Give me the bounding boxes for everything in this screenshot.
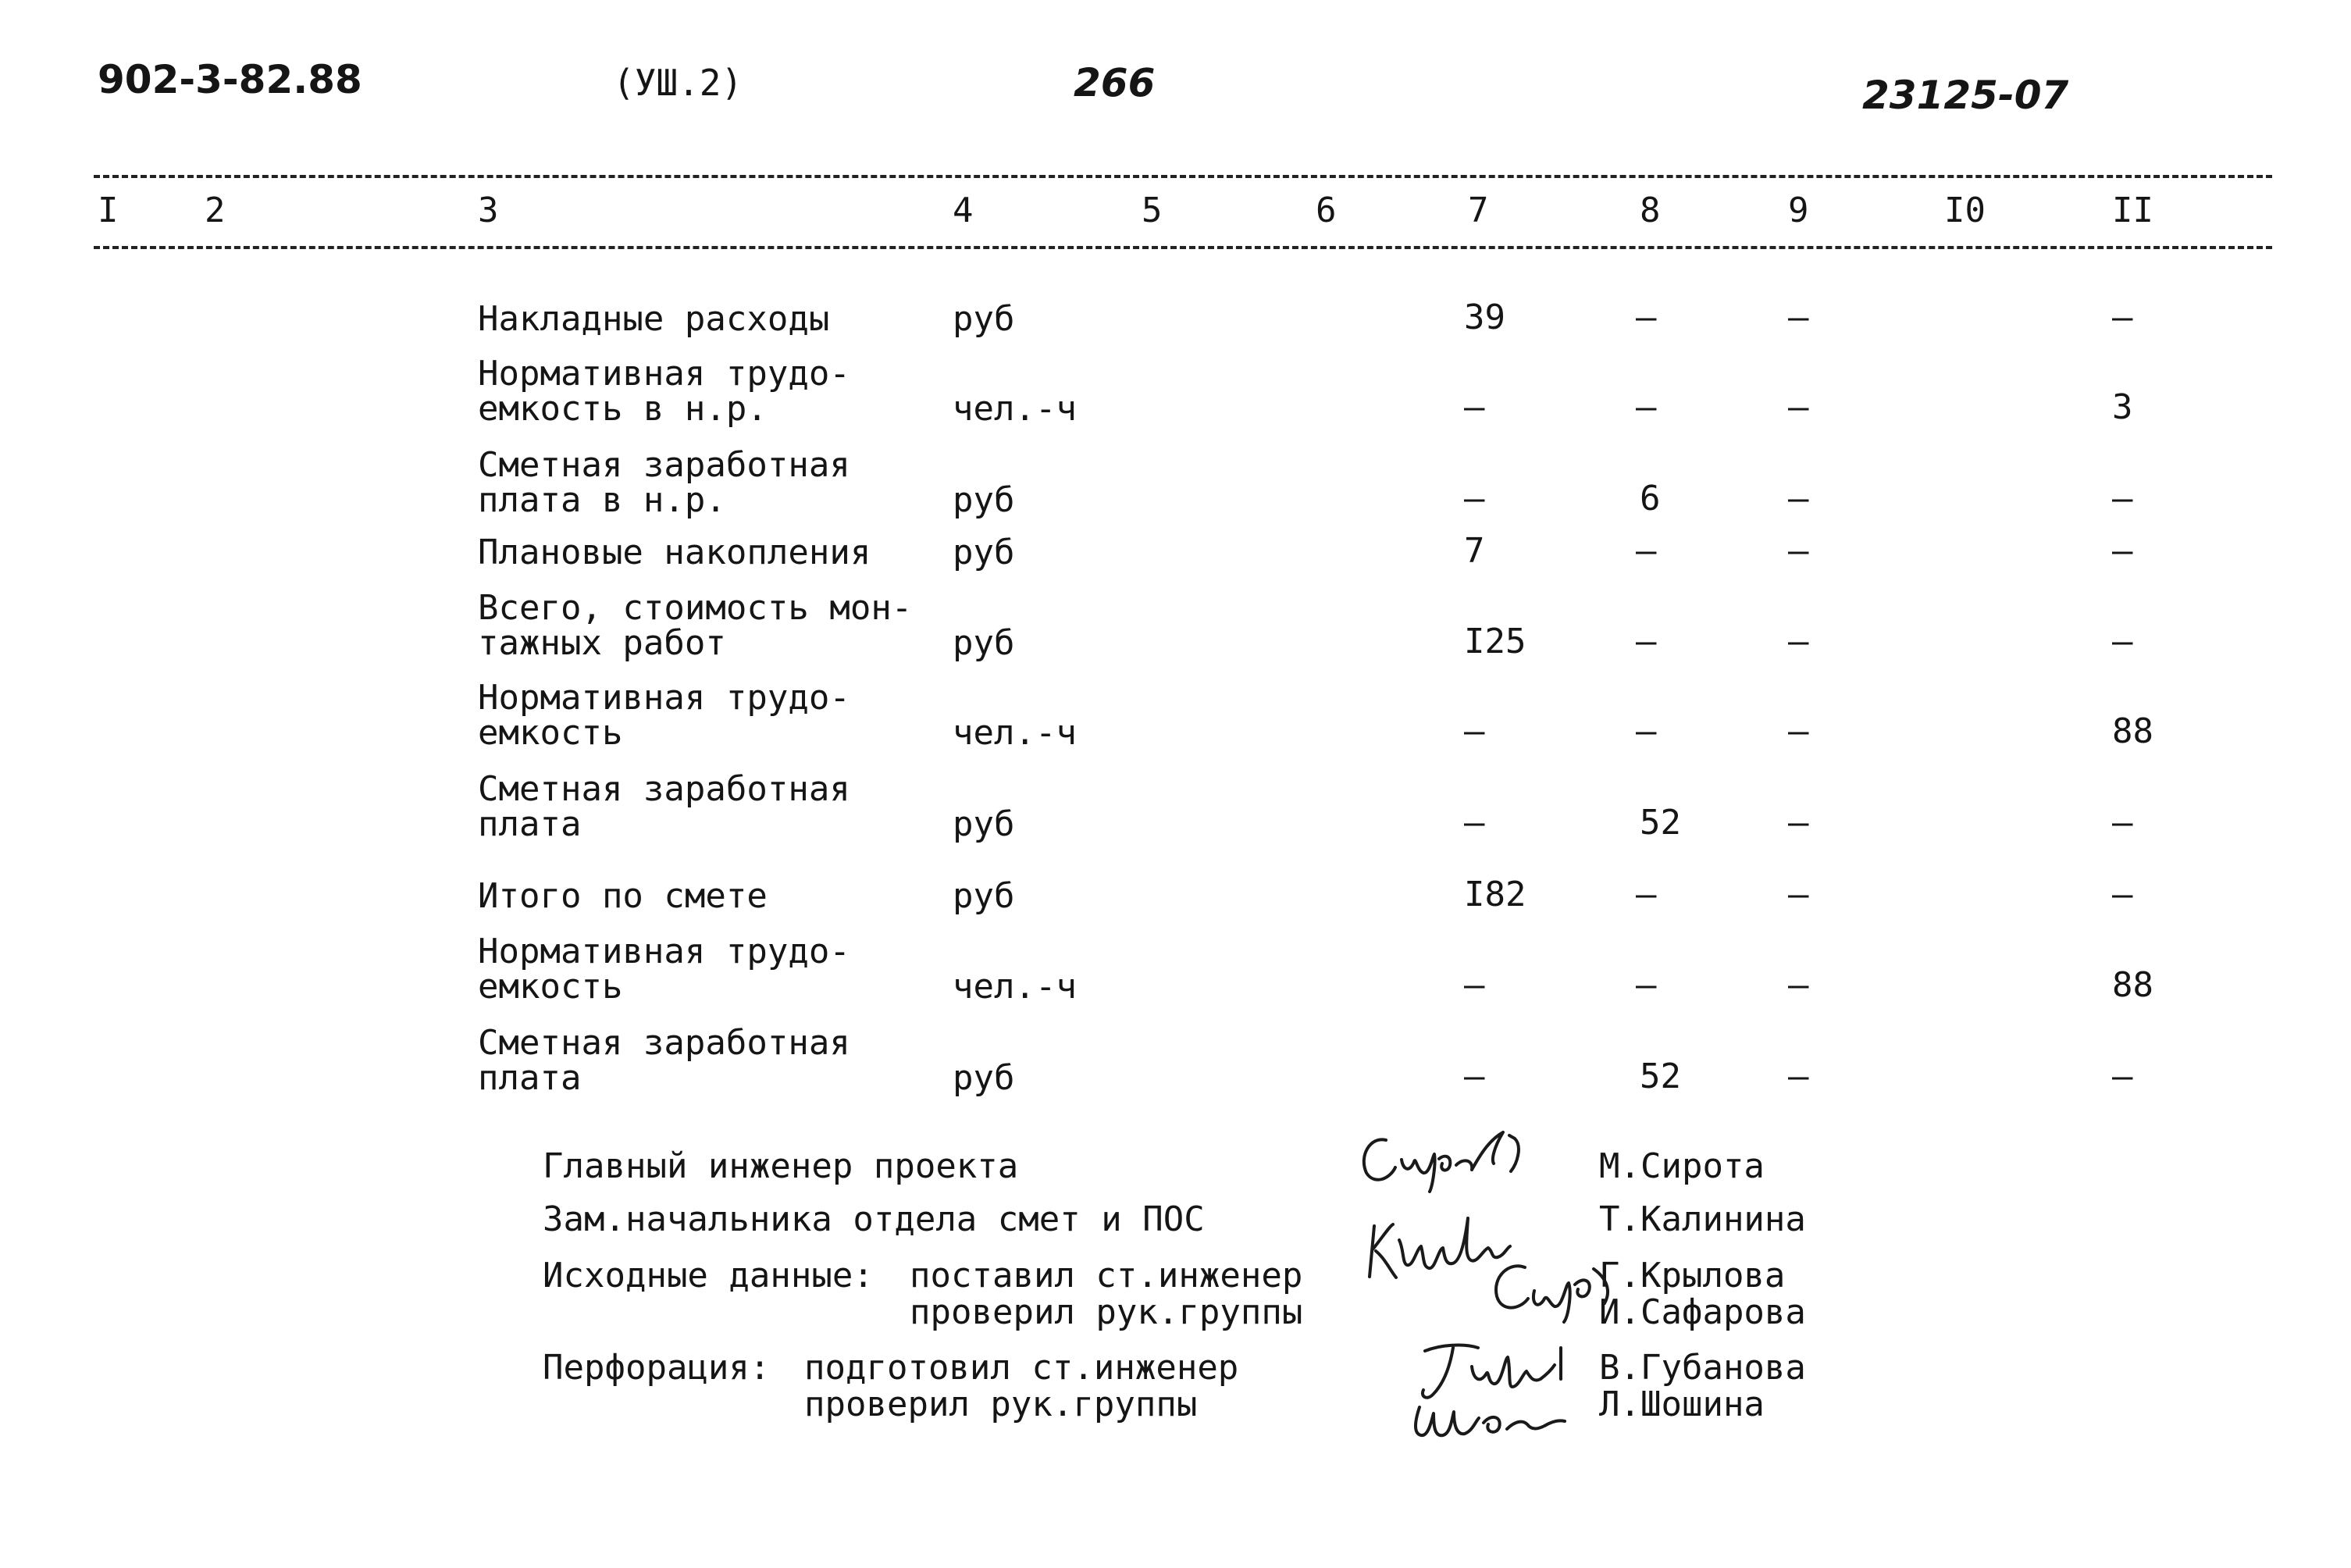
row-6-col8: – — [1636, 711, 1657, 751]
row-1-col8: – — [1636, 298, 1657, 337]
source-data-label: Исходные данные: — [543, 1256, 874, 1295]
perforation-checked-role: проверил рук.группы — [804, 1384, 1198, 1424]
chief-engineer-role: Главный инженер проекта — [543, 1146, 1019, 1186]
row-5-col11: – — [2112, 622, 2133, 661]
row-2-name-line2: емкость в н.р. — [478, 389, 768, 429]
inventory-number: 23125-07 — [1862, 73, 2069, 118]
row-1-col7: 39 — [1464, 298, 1505, 337]
name-sirota: М.Сирота — [1599, 1146, 1765, 1186]
row-5-name-line2: тажных работ — [478, 623, 726, 663]
row-1-name: Накладные расходы — [478, 299, 830, 339]
row-9-col9: – — [1788, 965, 1809, 1005]
row-7-unit: руб — [953, 804, 1015, 844]
deputy-head-role: Зам.начальника отдела смет и ПОС — [543, 1199, 1205, 1239]
row-5-col8: – — [1636, 622, 1657, 661]
name-shoshina: Л.Шошина — [1599, 1384, 1765, 1424]
row-3-name-line1: Сметная заработная — [478, 445, 850, 485]
row-1-col9: – — [1788, 298, 1809, 337]
name-krylova: Г.Крылова — [1599, 1256, 1786, 1295]
row-8-name: Итого по смете — [478, 876, 768, 916]
row-3-col8: 6 — [1640, 479, 1661, 519]
row-2-unit: чел.-ч — [953, 389, 1077, 429]
row-6-col9: – — [1788, 711, 1809, 751]
row-7-name-line2: плата — [478, 804, 582, 844]
col-header-3: 3 — [478, 191, 499, 230]
col-header-9: 9 — [1788, 191, 1809, 230]
row-5-col9: – — [1788, 622, 1809, 661]
col-header-4: 4 — [953, 191, 974, 230]
row-2-col11: 3 — [2112, 387, 2133, 427]
row-7-col8: 52 — [1640, 803, 1681, 843]
name-gubanova: В.Губанова — [1599, 1348, 1806, 1388]
row-8-col11: – — [2112, 875, 2133, 914]
row-5-col7: I25 — [1464, 622, 1526, 661]
section-label: (УШ.2) — [613, 62, 743, 104]
row-9-name-line2: емкость — [478, 967, 623, 1007]
col-header-11: II — [2112, 191, 2153, 230]
row-4-col9: – — [1788, 531, 1809, 571]
col-header-8: 8 — [1640, 191, 1661, 230]
row-8-col7: I82 — [1464, 875, 1526, 914]
row-6-col7: – — [1464, 711, 1485, 751]
header-top-rule — [94, 175, 2272, 178]
perforation-label: Перфорация: — [543, 1348, 771, 1388]
signature-sirota — [1355, 1124, 1550, 1198]
row-9-col11: 88 — [2112, 965, 2153, 1005]
row-10-unit: руб — [953, 1058, 1015, 1098]
row-5-name-line1: Всего, стоимость мон- — [478, 588, 913, 628]
row-4-name: Плановые накопления — [478, 533, 871, 572]
name-safarova: И.Сафарова — [1599, 1292, 1806, 1332]
source-checked-role: проверил рук.группы — [910, 1292, 1303, 1332]
row-2-name-line1: Нормативная трудо- — [478, 354, 850, 394]
row-3-col11: – — [2112, 479, 2133, 519]
row-8-unit: руб — [953, 876, 1015, 916]
col-header-2: 2 — [205, 191, 226, 230]
row-10-col7: – — [1464, 1057, 1485, 1096]
row-10-col11: – — [2112, 1057, 2133, 1096]
row-3-col9: – — [1788, 479, 1809, 519]
row-1-col11: – — [2112, 298, 2133, 337]
col-header-1: I — [98, 191, 119, 230]
perforation-prepared-role: подготовил ст.инженер — [804, 1348, 1239, 1388]
row-6-name-line2: емкость — [478, 713, 623, 753]
col-header-5: 5 — [1142, 191, 1163, 230]
row-4-col8: – — [1636, 531, 1657, 571]
row-7-col9: – — [1788, 803, 1809, 843]
row-10-name-line2: плата — [478, 1058, 582, 1098]
signature-shoshina — [1405, 1390, 1585, 1456]
row-4-unit: руб — [953, 533, 1015, 572]
row-7-col7: – — [1464, 803, 1485, 843]
row-4-col11: – — [2112, 531, 2133, 571]
row-4-col7: 7 — [1464, 531, 1485, 571]
row-8-col8: – — [1636, 875, 1657, 914]
row-8-col9: – — [1788, 875, 1809, 914]
row-10-name-line1: Сметная заработная — [478, 1023, 850, 1063]
row-6-col11: 88 — [2112, 711, 2153, 751]
row-7-name-line1: Сметная заработная — [478, 769, 850, 809]
row-5-unit: руб — [953, 623, 1015, 663]
row-1-unit: руб — [953, 299, 1015, 339]
row-3-col7: – — [1464, 479, 1485, 519]
row-7-col11: – — [2112, 803, 2133, 843]
row-3-name-line2: плата в н.р. — [478, 480, 726, 520]
row-3-unit: руб — [953, 480, 1015, 520]
doc-code: 902-3-82.88 — [98, 57, 362, 102]
col-header-10: I0 — [1944, 191, 1986, 230]
col-header-6: 6 — [1316, 191, 1337, 230]
row-2-col9: – — [1788, 387, 1809, 427]
row-6-unit: чел.-ч — [953, 713, 1077, 753]
row-9-name-line1: Нормативная трудо- — [478, 932, 850, 971]
header-bottom-rule — [94, 246, 2272, 249]
row-2-col7: – — [1464, 387, 1485, 427]
col-header-7: 7 — [1468, 191, 1489, 230]
row-6-name-line1: Нормативная трудо- — [478, 678, 850, 718]
source-prepared-role: поставил ст.инженер — [910, 1256, 1303, 1295]
signature-safarova — [1487, 1253, 1636, 1327]
row-9-unit: чел.-ч — [953, 967, 1077, 1007]
row-9-col8: – — [1636, 965, 1657, 1005]
row-10-col8: 52 — [1640, 1057, 1681, 1096]
row-9-col7: – — [1464, 965, 1485, 1005]
row-2-col8: – — [1636, 387, 1657, 427]
page-number: 266 — [1074, 60, 1156, 105]
name-kalinina: Т.Калинина — [1599, 1199, 1806, 1239]
row-10-col9: – — [1788, 1057, 1809, 1096]
